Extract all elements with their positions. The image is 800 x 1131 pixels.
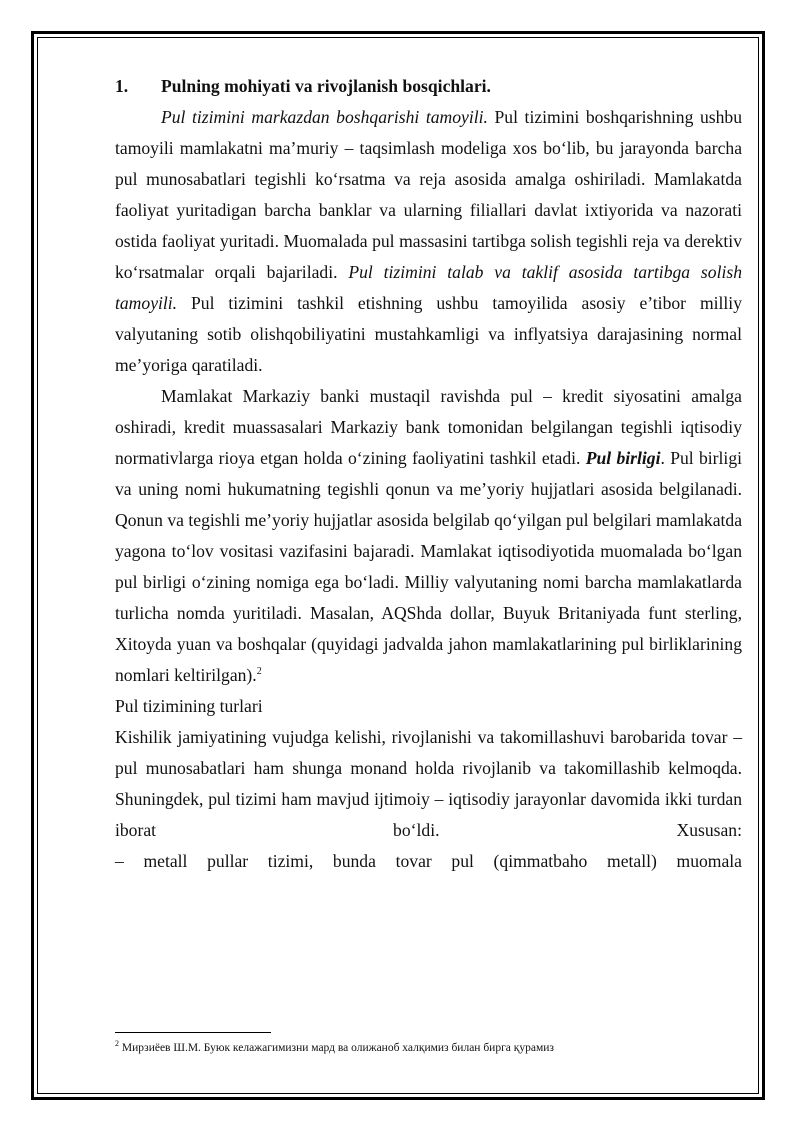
section-number: 1. xyxy=(115,76,129,96)
document-body xyxy=(115,71,742,877)
paragraph-3-text: Kishilik jamiyatining vujudga kelishi, rivojlanishi va takomillashuvi barobarida tovar – pul munosabatlari ham shunga monand holda rivojlanib va takomillashib kelmoqda. Shuningdek, pul tizimi ham mavjud ijtimoiy – iqtisodiy jarayonlar davomida ikki turdan iborat bo‘ldi. Xususan: xyxy=(115,727,742,840)
paragraph-2 xyxy=(115,381,742,691)
paragraph-1-text-second: Pul tizimini tashkil etishning ushbu tamoyilida asosiy e’tibor milliy valyutaning sotib olishqobiliyatini mustahkamligi va inflyatsiya darajasining normal me’yoriga qaratiladi. xyxy=(115,293,742,375)
paragraph-2-text: Mamlakat Markaziy banki mustaqil ravishda pul – kredit siyosatini amalga oshiradi, kredit muassasalari Markaziy bank tomonidan belgilangan tegishli iqtisodiy normativlarga rioya etgan holda o‘zining faoliyatini tashkil etadi. xyxy=(115,386,742,468)
subheading: Pul tizimining turlari xyxy=(115,696,263,716)
footnote-reference[interactable]: 2 xyxy=(256,666,262,678)
section-title: Pulning mohiyati va rivojlanish bosqichlari. xyxy=(161,76,491,96)
section-heading xyxy=(115,71,742,102)
principle-central-title: Pul tizimini markazdan boshqarishi tamoyili. xyxy=(161,107,488,127)
footnote xyxy=(115,1041,755,1055)
footnote-separator xyxy=(115,1032,271,1033)
footnote-marker: 2 xyxy=(115,1039,119,1049)
paragraph-1 xyxy=(115,102,742,381)
paragraph-3 xyxy=(115,722,742,877)
list-item-metal-money: – metall pullar tizimi, bunda tovar pul (qimmatbaho metall) muomala xyxy=(115,851,742,871)
principle-market-title: Pul tizimini talab va taklif asosida tartibga solish tamoyili. xyxy=(115,262,742,313)
footnote-text: Мирзиёев Ш.М. Буюк келажагимизни мард ва олижаноб халқимиз билан бирга қурамиз xyxy=(119,1042,554,1054)
paragraph-2-text-after: . Pul birligi va uning nomi hukumatning tegishli qonun va me’yoriy hujjatlari asosida belgilanadi. Qonun va tegishli me’yoriy hujjatlar asosida belgilab qo‘yilgan pul belgilari mamlakatda yagona to‘lov vositasi vazifasini bajaradi. Mamlakat iqtisodiyotida muomalada bo‘lgan pul birligi o‘zining nomiga ega bo‘ladi. Milliy valyutaning nomi barcha mamlakatlarda turlicha nomda yuritiladi. Masalan, AQShda dollar, Buyuk Britaniyada funt sterling, Xitoyda yuan va boshqalar (quyidagi jadvalda jahon mamlakatlarining pul birliklarining nomlari keltirilgan). xyxy=(115,448,743,685)
paragraph-1-text: Pul tizimini boshqarishning ushbu tamoyili mamlakatni ma’muriy – taqsimlash modeliga xos bo‘lib, bu jarayonda barcha pul munosabatlari tegishli ko‘rsatma va reja asosida amalga oshiriladi. Mamlakatda faoliyat yuritadigan barcha banklar va ularning filiallari davlat ixtiyorida va nazorati ostida faoliyat yuritadi. Muomalada pul massasini tartibga solish tegishli reja va derektiv ko‘rsatmalar orqali bajariladi. xyxy=(115,107,743,282)
currency-unit-term: Pul birligi xyxy=(585,448,661,468)
